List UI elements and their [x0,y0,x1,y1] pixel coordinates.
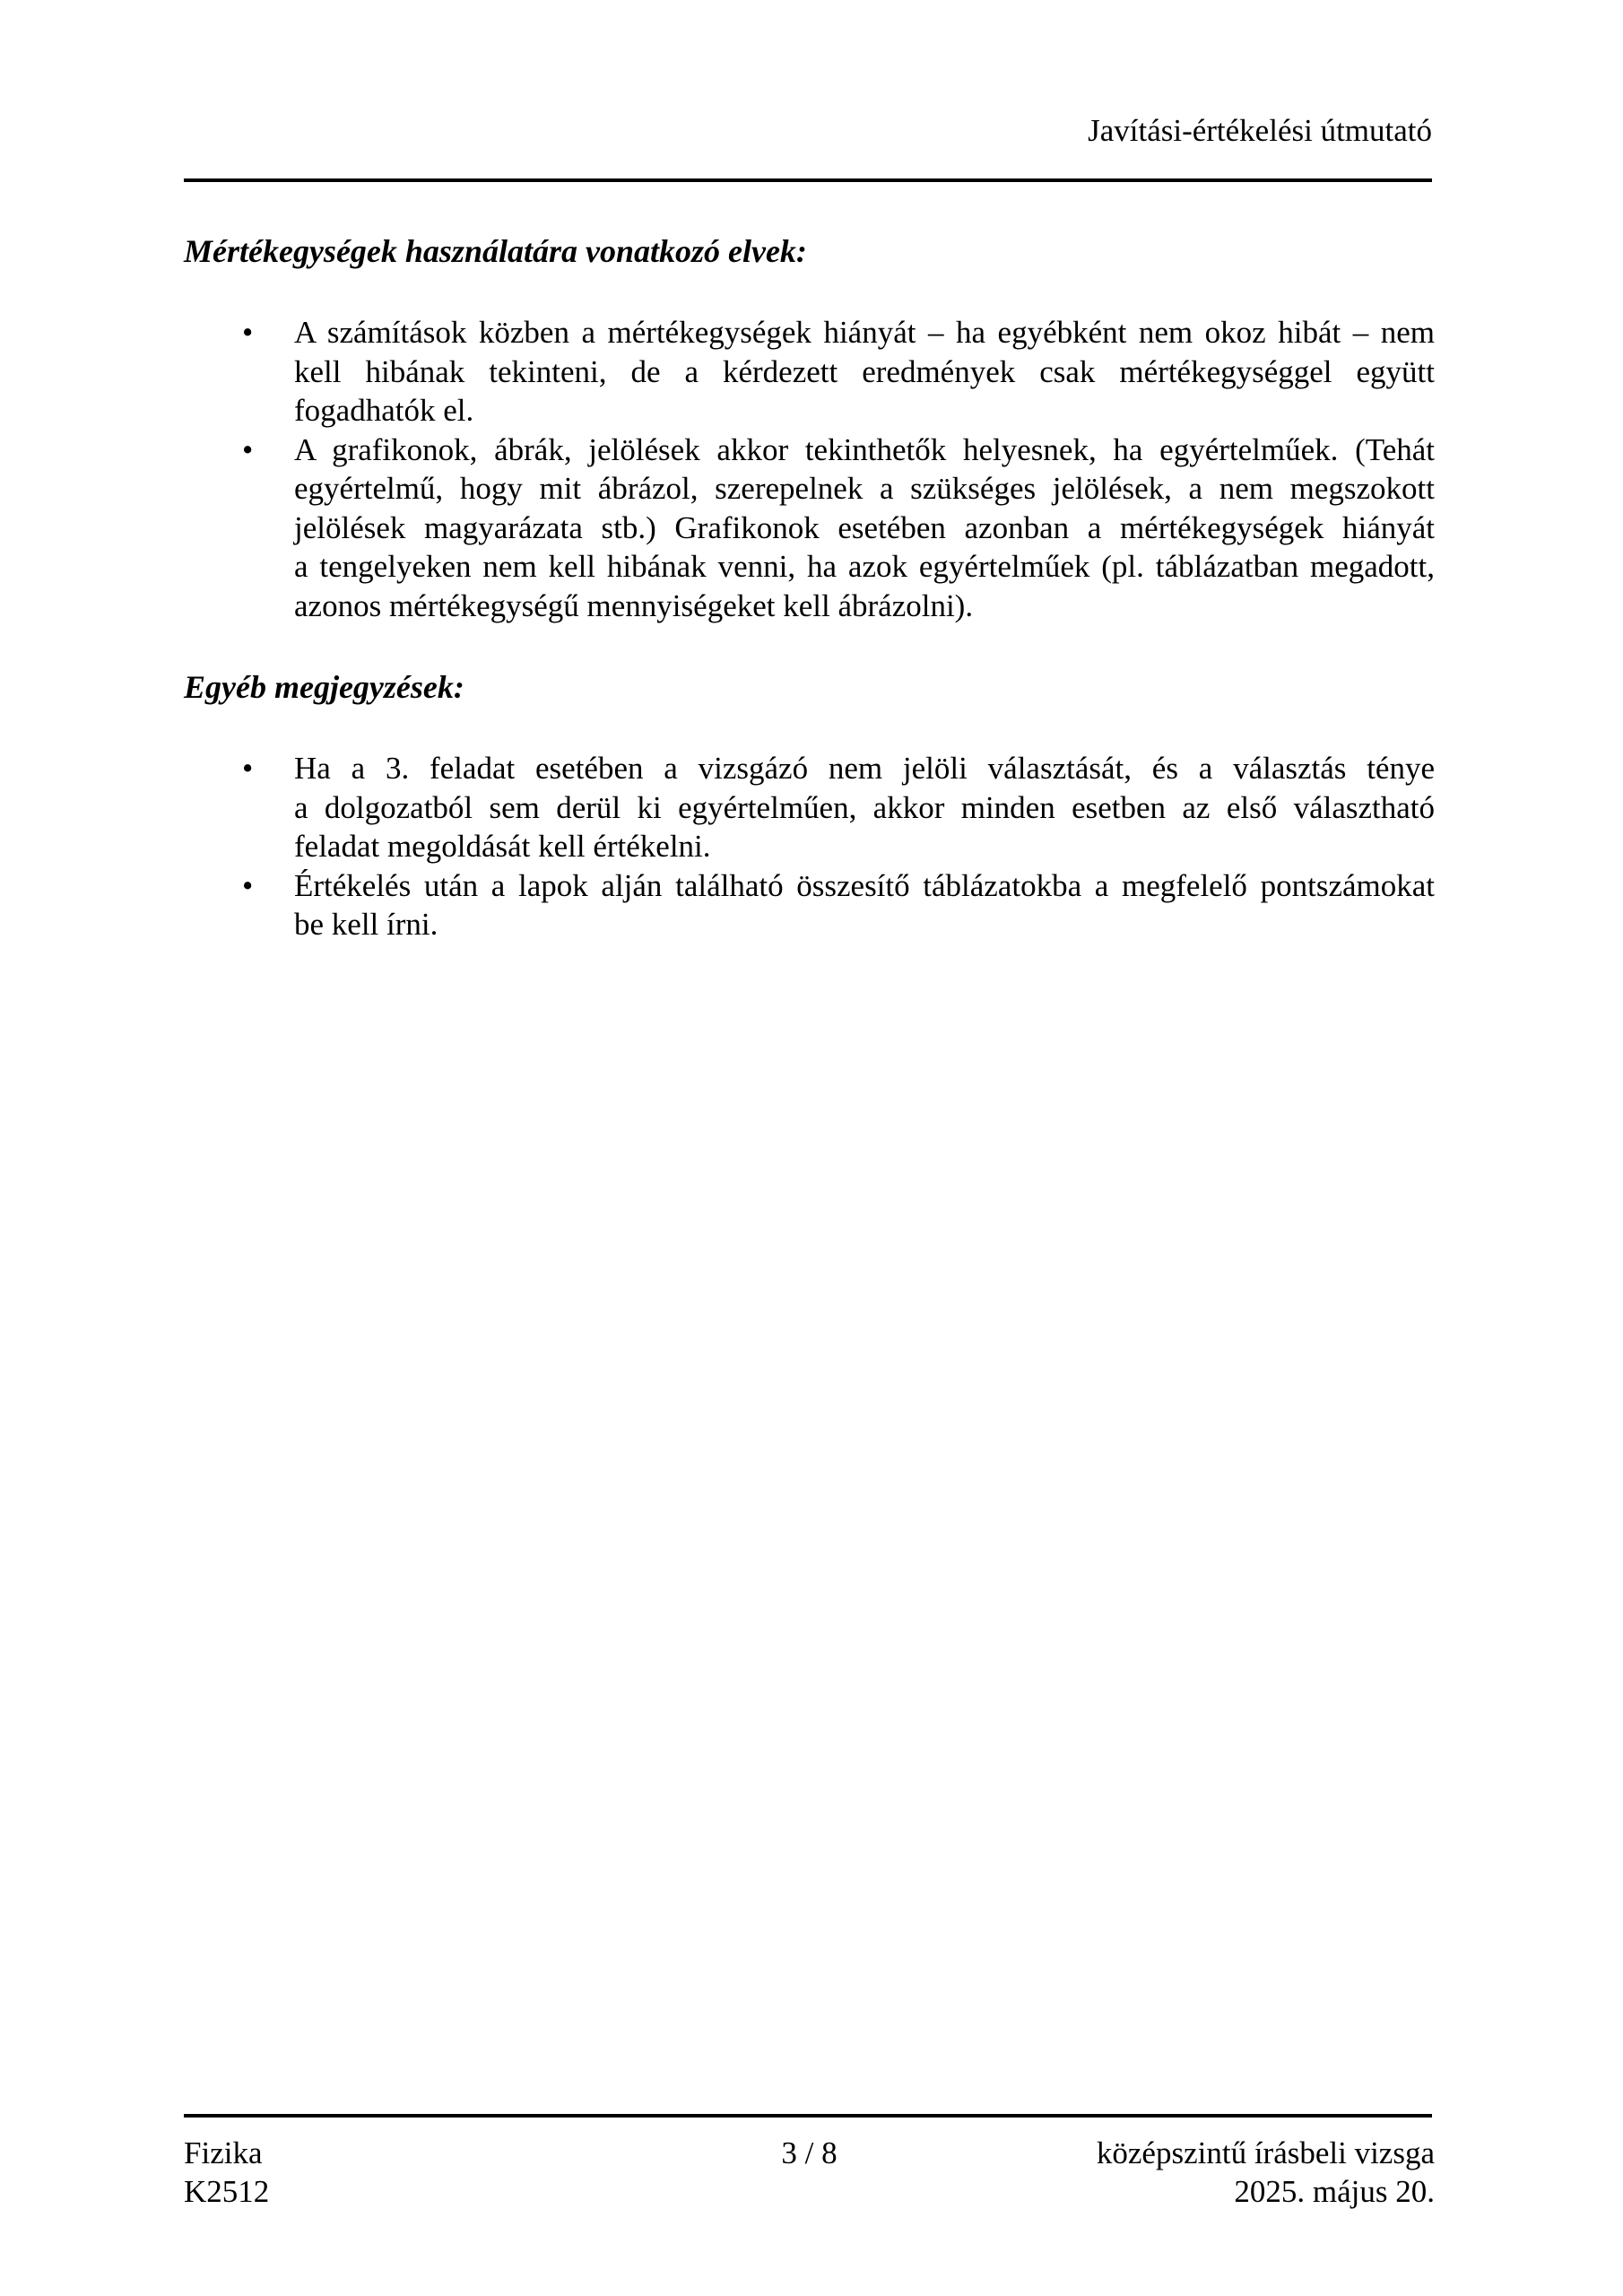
list-item [184,866,1435,944]
text-line: a tengelyeken nem kell hibának venni, ha azok egyértelműek (pl. táblázatban megadott, [294,549,1435,584]
list-item [184,749,1435,866]
footer-date: 2025. május 20. [1234,2174,1435,2209]
text-line: fogadhatók el. [294,393,474,428]
text-line: feladat megoldását kell értékelni. [294,829,711,864]
footer-left [184,2134,601,2211]
section-heading-units: Mértékegységek használatára vonatkozó elvek: [184,233,807,269]
text-line: be kell írni. [294,907,438,942]
footer-exam-code: K2512 [184,2174,270,2209]
bullet-marker: • [242,751,254,786]
bullet-list-units [184,313,1435,625]
bullet-marker: • [242,431,254,467]
bullet-marker: • [242,315,254,350]
header-divider [184,178,1432,182]
text-line: A számítások közben a mértékegységek hiányát – ha egyébként nem okoz hibát – nem [294,315,1435,350]
bullet-list-other-remarks [184,749,1435,944]
text-line: Értékelés után a lapok alján található összesítő táblázatokba a megfelelő pontszámokat [294,867,1435,903]
footer-center [601,2134,1018,2211]
list-item [184,430,1435,626]
footer-page-number: 3 / 8 [781,2135,838,2170]
document-body [184,231,1435,944]
page-header-text: Javítási-értékelési útmutató [1088,113,1432,148]
footer-subject: Fizika [184,2135,263,2170]
text-line: A grafikonok, ábrák, jelölések akkor tekinthetők helyesnek, ha egyértelműek. (Tehát [294,431,1435,467]
footer-divider [184,2114,1432,2118]
page-footer [184,2134,1435,2211]
text-line: a dolgozatból sem derül ki egyértelműen, akkor minden esetben az első választható [294,789,1435,825]
section-heading-other-remarks: Egyéb megjegyzések: [184,669,464,705]
footer-exam-type: középszintű írásbeli vizsga [1096,2135,1435,2170]
text-line: Ha a 3. feladat esetében a vizsgázó nem jelöli választását, és a választás ténye [294,751,1435,786]
text-line: azonos mértékegységű mennyiségeket kell ábrázolni). [294,587,974,623]
text-line: jelölések magyarázata stb.) Grafikonok esetében azonban a mértékegységek hiányát [294,509,1435,545]
text-line: kell hibának tekinteni, de a kérdezett eredmények csak mértékegységgel együtt [294,353,1435,389]
footer-right [1018,2134,1435,2211]
list-item [184,313,1435,430]
text-line: egyértelmű, hogy mit ábrázol, szerepelnek a szükséges jelölések, a nem megszokott [294,471,1435,506]
bullet-marker: • [242,867,254,903]
